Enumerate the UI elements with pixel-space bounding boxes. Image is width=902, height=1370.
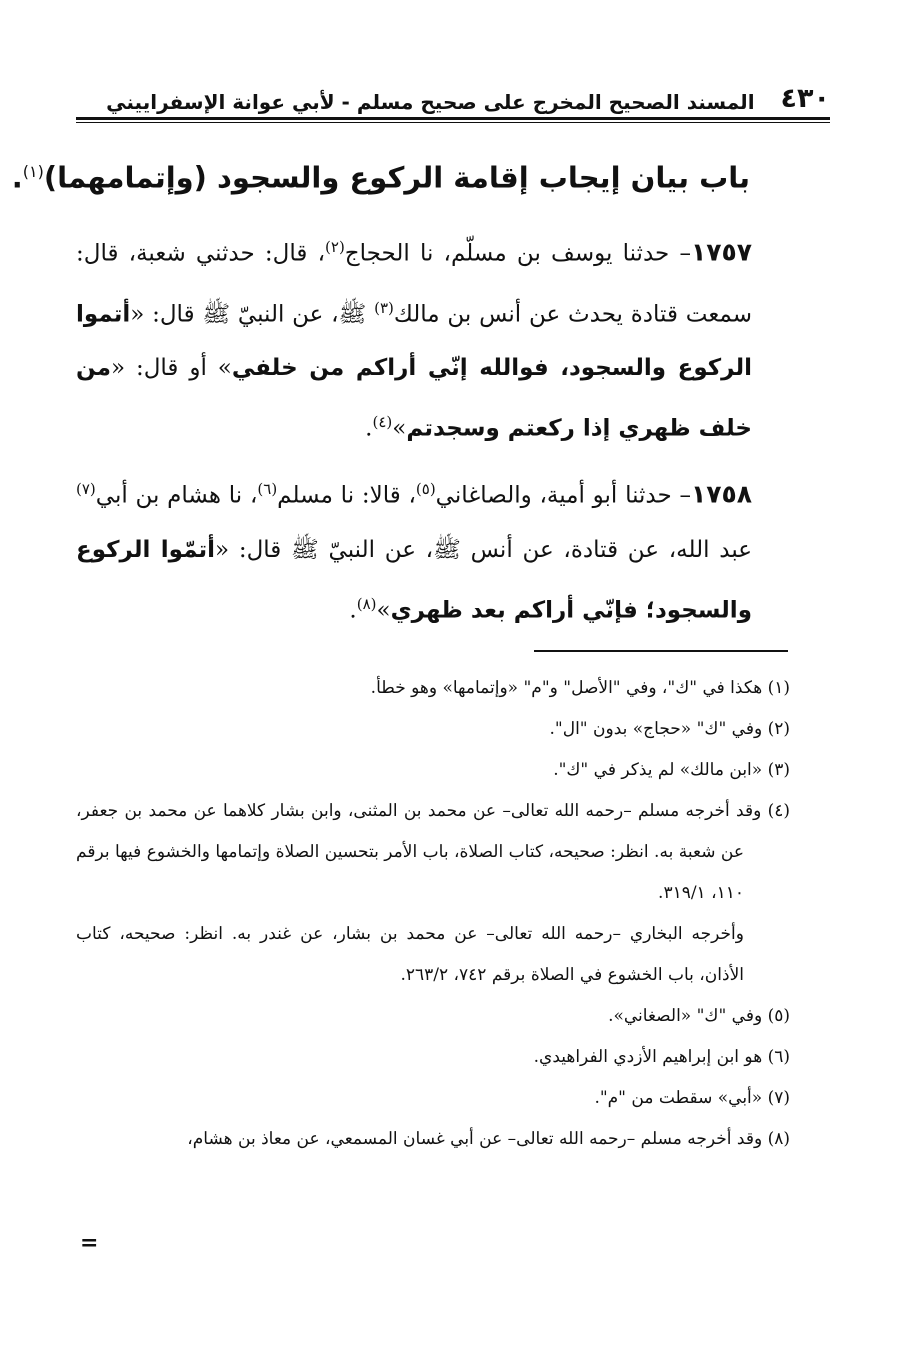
hadith-number: ١٧٥٨ — [690, 479, 753, 509]
hadith-quote: من خلف ظهري إذا ركعتم وسجدتم — [76, 355, 752, 442]
chapter-title-end: . — [11, 160, 23, 195]
chapter-title — [11, 150, 750, 200]
hadith-text: » — [392, 415, 407, 442]
footnote-ref-5: (٥) — [415, 479, 436, 498]
footnote-7: (٧) «أبي» سقطت من "م". — [594, 1088, 790, 1108]
chapter-title-paren: (وإتمامهما) — [43, 160, 207, 195]
footnote-ref-2: (٢) — [325, 238, 345, 256]
header-rule-thick — [76, 117, 830, 120]
footnote-separator — [534, 650, 788, 652]
footnote-4: (٤) وقد أخرجه مسلم –رحمه الله تعالى– عن محمد بن المثنى، وابن بشار كلاهما عن محمد بن جعفر، عن شعبة به. انظر: صحيحه، كتاب الصلاة، باب الأمر بتحسين الصلاة وإتمامها والخشوع فيها برقم ١١٠، ٣١٩/١. — [76, 801, 790, 903]
running-header — [76, 78, 830, 114]
hadith-text: » أو قال: « — [110, 355, 232, 382]
hadith-text: ﷺ، عن النبيّ ﷺ قال: « — [130, 301, 375, 328]
footnote-3: (٣) «ابن مالك» لم يذكر في "ك". — [553, 760, 790, 780]
hadith-text: ، قال: حدثني شعبة، قال: سمعت قتادة يحدث عن أنس بن مالك — [76, 240, 752, 328]
footnote-ref-8: (٨) — [356, 594, 377, 613]
header-rule-thin — [76, 122, 830, 123]
footnote-8: (٨) وقد أخرجه مسلم –رحمه الله تعالى– عن أبي غسان المسمعي، عن معاذ بن هشام، — [187, 1129, 790, 1149]
footnote-6: (٦) هو ابن إبراهيم الأزدي الفراهيدي. — [533, 1047, 790, 1067]
main-text — [76, 220, 752, 643]
hadith-text: . — [365, 415, 373, 442]
hadith-number: ١٧٥٧ — [690, 237, 752, 267]
chapter-title-text: باب بيان إيجاب إقامة الركوع والسجود — [217, 160, 750, 195]
footnote-ref-4: (٤) — [372, 413, 393, 432]
hadith-quote: أتموا الركوع والسجود، فوالله إنّي أراكم من خلفي — [76, 301, 752, 382]
footnote-4-continued: وأخرجه البخاري –رحمه الله تعالى– عن محمد بن بشار، عن غندر به. انظر: صحيحه، كتاب الأذان، باب الخشوع في الصلاة برقم ٧٤٢، ٢٦٣/٢. — [76, 924, 744, 985]
hadith-text: . — [349, 597, 357, 624]
hadith-text: – حدثنا أبو أمية، والصاغاني — [435, 482, 691, 509]
hadith-1758 — [76, 462, 752, 637]
running-title: المسند الصحيح المخرج على صحيح مسلم - لأبي عوانة الإسفراييني — [106, 90, 755, 114]
continuation-mark: = — [80, 1230, 99, 1256]
footnote-ref-7: (٧) — [76, 479, 96, 498]
footnotes — [76, 668, 790, 1160]
hadith-quote: أتمّوا الركوع والسجود؛ فإنّي أراكم بعد ظهري — [76, 536, 752, 624]
footnote-ref-3: (٣) — [374, 298, 394, 317]
hadith-text: ، نا هشام بن أبي — [95, 482, 258, 509]
footnote-ref-6: (٦) — [257, 479, 278, 498]
hadith-text: عبد الله، عن قتادة، عن أنس ﷺ، عن النبيّ ﷺ قال: « — [215, 536, 752, 563]
footnote-ref-1: (١) — [22, 162, 44, 181]
hadith-text: ، قالا: نا مسلم — [277, 482, 416, 509]
footnote-5: (٥) وفي "ك" «الصغاني». — [608, 1006, 790, 1026]
hadith-text: – حدثنا يوسف بن مسلّم، نا الحجاج — [344, 240, 691, 267]
hadith-1757 — [76, 220, 752, 456]
footnote-1: (١) هكذا في "ك"، وفي "الأصل" و"م" «وإتمامها» وهو خطأ. — [370, 678, 790, 698]
hadith-text: » — [376, 597, 391, 624]
footnote-2: (٢) وفي "ك" «حجاج» بدون "ال". — [549, 719, 790, 739]
page-number: ٤٣٠ — [780, 83, 830, 114]
